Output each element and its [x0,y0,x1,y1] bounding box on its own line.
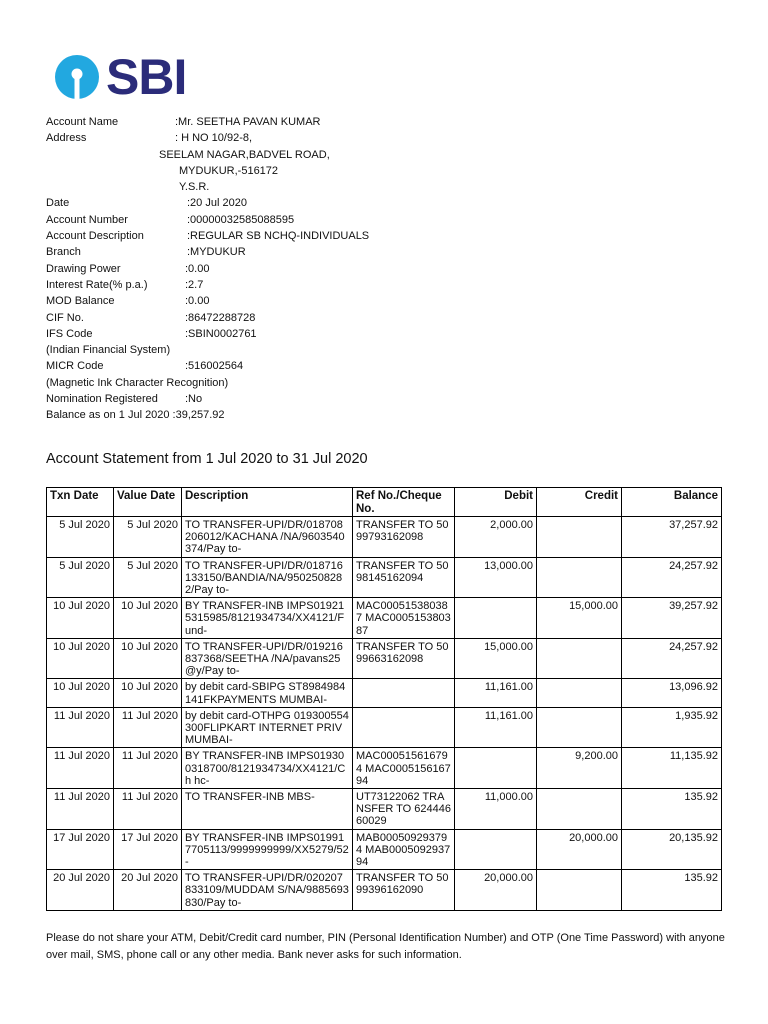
account-info-label: Account Number [46,213,128,226]
cell-txn-date: 17 Jul 2020 [47,829,114,870]
cell-debit [455,748,537,789]
account-info-row [46,228,370,244]
cell-balance: 20,135.92 [622,829,722,870]
account-info-row [46,114,321,130]
sbi-logo [54,49,187,105]
account-info-label: Balance as on 1 Jul 2020 [46,409,170,422]
account-info-value: :0.00 [185,262,210,275]
account-info-value: :00000032585088595 [187,213,295,226]
cell-debit: 2,000.00 [455,517,537,558]
cell-value-date: 10 Jul 2020 [114,598,182,639]
sbi-keyhole-icon [54,54,100,100]
account-info-value: Y.S.R. [179,181,210,194]
cell-description: TO TRANSFER-UPI/DR/018708206012/KACHANA /NA/9603540374/Pay to- [182,517,353,558]
cell-ref-no [353,679,455,707]
sbi-logo-text: SBI [106,49,187,105]
account-info-value: : H NO 10/92-8, [175,132,253,145]
cell-txn-date: 20 Jul 2020 [47,870,114,911]
cell-credit [537,557,622,598]
account-info-row [46,195,247,211]
account-info-row [46,261,225,277]
account-info-label: Address [46,132,87,145]
cell-credit [537,707,622,748]
cell-txn-date: 10 Jul 2020 [47,679,114,707]
account-info-value: :516002564 [185,360,244,373]
account-info-label: MICR Code [46,360,104,373]
account-info-row [46,163,279,179]
cell-value-date: 5 Jul 2020 [114,517,182,558]
header-credit: Credit [537,488,622,517]
table-row [47,829,722,870]
account-info-value: :SBIN0002761 [185,327,257,340]
cell-credit [537,789,622,830]
cell-ref-no: TRANSFER TO 5099793162098 [353,517,455,558]
cell-debit: 11,000.00 [455,789,537,830]
cell-balance: 135.92 [622,870,722,911]
cell-credit: 15,000.00 [537,598,622,639]
account-info-row [46,407,225,423]
cell-ref-no: MAB000509293794 MAB000509293794 [353,829,455,870]
cell-description: TO TRANSFER-UPI/DR/018716133150/BANDIA/NA/9502508282/Pay to- [182,557,353,598]
header-debit: Debit [455,488,537,517]
cell-value-date: 11 Jul 2020 [114,789,182,830]
cell-credit [537,517,622,558]
cell-description: BY TRANSFER-INB IMPS019917705113/9999999999/XX5279/52- [182,829,353,870]
cell-value-date: 10 Jul 2020 [114,638,182,679]
cell-value-date: 11 Jul 2020 [114,707,182,748]
account-info-value: :39,257.92 [172,409,225,422]
cell-credit [537,870,622,911]
cell-debit: 20,000.00 [455,870,537,911]
account-info-label: (Magnetic Ink Character Recognition) [46,376,229,389]
cell-value-date: 11 Jul 2020 [114,748,182,789]
header-description: Description [182,488,353,517]
cell-ref-no: TRANSFER TO 5098145162094 [353,557,455,598]
cell-description: by debit card-SBIPG ST8984984141FKPAYMENTS MUMBAI- [182,679,353,707]
cell-value-date: 17 Jul 2020 [114,829,182,870]
header-balance: Balance [622,488,722,517]
cell-txn-date: 11 Jul 2020 [47,707,114,748]
account-info-label: Date [46,197,70,210]
cell-description: BY TRANSFER-INB IMPS019300318700/8121934734/XX4121/Ch hc- [182,748,353,789]
account-info-value: :2.7 [185,278,204,291]
transactions-body [47,517,722,911]
account-info-label: (Indian Financial System) [46,344,171,357]
account-info-label: Account Description [46,230,144,243]
account-info-row [46,179,225,195]
cell-debit [455,829,537,870]
header-txn-date: Txn Date [47,488,114,517]
header-value-date: Value Date [114,488,182,517]
table-row [47,707,722,748]
account-info-row [46,342,225,358]
cell-description: TO TRANSFER-UPI/DR/019216837368/SEETHA /NA/pavans25@y/Pay to- [182,638,353,679]
cell-debit: 11,161.00 [455,707,537,748]
cell-credit: 20,000.00 [537,829,622,870]
cell-balance: 24,257.92 [622,638,722,679]
table-row [47,598,722,639]
account-info-value: MYDUKUR,-516172 [179,164,279,177]
account-info-value: :Mr. SEETHA PAVAN KUMAR [175,116,321,128]
table-row [47,517,722,558]
statement-title: Account Statement from 1 Jul 2020 to 31 Jul 2020 [46,451,368,467]
cell-ref-no: TRANSFER TO 5099396162090 [353,870,455,911]
account-info-label: CIF No. [46,311,84,324]
table-row [47,679,722,707]
account-info-value: SEELAM NAGAR,BADVEL ROAD, [159,148,330,161]
cell-balance: 37,257.92 [622,517,722,558]
cell-ref-no [353,707,455,748]
cell-value-date: 10 Jul 2020 [114,679,182,707]
cell-balance: 11,135.92 [622,748,722,789]
cell-txn-date: 5 Jul 2020 [47,517,114,558]
account-info-row [46,147,330,163]
cell-debit: 15,000.00 [455,638,537,679]
account-info-label: Nomination Registered [46,393,158,406]
account-info-row [46,212,295,228]
account-info-label: MOD Balance [46,295,115,308]
table-row [47,870,722,911]
table-row [47,748,722,789]
cell-balance: 24,257.92 [622,557,722,598]
cell-txn-date: 5 Jul 2020 [47,557,114,598]
account-info-value: :No [185,393,203,406]
account-info-row [46,375,229,391]
account-info-row [46,391,225,407]
account-info-label: Interest Rate(% p.a.) [46,278,148,291]
cell-value-date: 20 Jul 2020 [114,870,182,911]
account-info-row [46,310,256,326]
cell-debit [455,598,537,639]
cell-balance: 13,096.92 [622,679,722,707]
table-row [47,557,722,598]
account-info-label: IFS Code [46,327,93,340]
cell-balance: 135.92 [622,789,722,830]
account-info-value: :20 Jul 2020 [187,197,247,210]
cell-description: BY TRANSFER-INB IMPS019215315985/8121934734/XX4121/Fund- [182,598,353,639]
cell-txn-date: 10 Jul 2020 [47,598,114,639]
cell-description: TO TRANSFER-UPI/DR/020207833109/MUDDAM S/NA/9885693830/Pay to- [182,870,353,911]
account-info-row [46,130,253,146]
cell-ref-no: MAC000515616794 MAC000515616794 [353,748,455,789]
security-notice: Please do not share your ATM, Debit/Credit card number, PIN (Personal Identification Number) and OTP (One Time Password) with anyone over mail, SMS, phone call or any other media. Bank never asks for such information. [46,932,725,961]
cell-value-date: 5 Jul 2020 [114,557,182,598]
cell-txn-date: 11 Jul 2020 [47,789,114,830]
account-info-row [46,326,257,342]
transactions-table [46,487,722,911]
header-ref-no: Ref No./Cheque No. [353,488,455,517]
table-row [47,789,722,830]
account-info-value: :REGULAR SB NCHQ-INDIVIDUALS [187,230,370,243]
cell-description: by debit card-OTHPG 019300554300FLIPKART INTERNET PRIVMUMBAI- [182,707,353,748]
cell-balance: 39,257.92 [622,598,722,639]
table-row [47,638,722,679]
account-info-value: :86472288728 [185,311,256,324]
cell-ref-no: UT73122062 TRANSFER TO 62444660029 [353,789,455,830]
account-info-row [46,277,225,293]
table-header-row [47,488,722,517]
cell-credit [537,679,622,707]
account-info-label: Account Name [46,116,119,128]
cell-debit: 11,161.00 [455,679,537,707]
account-info-row [46,244,246,260]
cell-debit: 13,000.00 [455,557,537,598]
cell-ref-no: TRANSFER TO 5099663162098 [353,638,455,679]
account-info-value: :MYDUKUR [187,246,246,259]
cell-ref-no: MAC000515380387 MAC000515380387 [353,598,455,639]
cell-txn-date: 10 Jul 2020 [47,638,114,679]
account-info-value: :0.00 [185,295,210,308]
cell-credit [537,638,622,679]
cell-credit: 9,200.00 [537,748,622,789]
cell-txn-date: 11 Jul 2020 [47,748,114,789]
account-info-label: Branch [46,246,81,259]
account-info [46,114,370,424]
cell-balance: 1,935.92 [622,707,722,748]
account-info-row [46,293,225,309]
cell-description: TO TRANSFER-INB MBS- [182,789,353,830]
account-info-row [46,358,244,374]
account-info-label: Drawing Power [46,262,121,275]
